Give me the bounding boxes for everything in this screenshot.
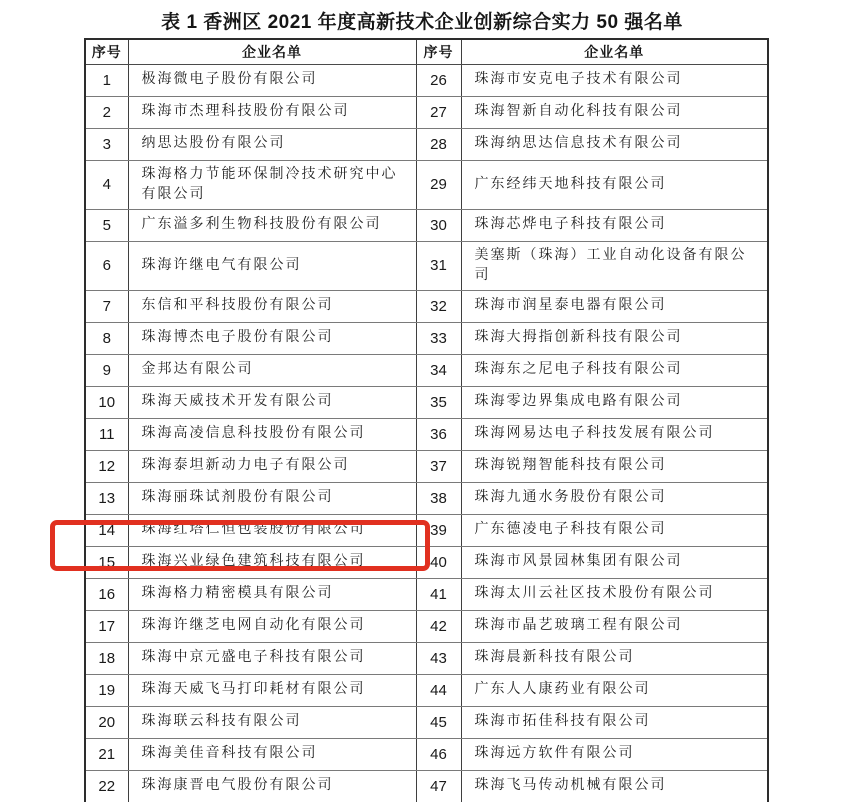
table-row [85,642,768,674]
rank-cell-right: 40 [416,546,461,578]
rank-cell-right: 27 [416,96,461,128]
table-row [85,354,768,386]
company-cell-right: 珠海零边界集成电路有限公司 [461,386,768,418]
company-cell-right: 珠海纳思达信息技术有限公司 [461,128,768,160]
company-cell-left: 珠海泰坦新动力电子有限公司 [128,450,416,482]
company-cell-right: 珠海智新自动化科技有限公司 [461,96,768,128]
table-row [85,241,768,290]
rank-cell-left: 1 [85,64,128,96]
table-row [85,674,768,706]
top50-companies-table [84,38,769,802]
rank-cell-right: 26 [416,64,461,96]
company-cell-left: 纳思达股份有限公司 [128,128,416,160]
rank-cell-left: 21 [85,738,128,770]
rank-cell-left: 14 [85,514,128,546]
company-cell-left: 珠海丽珠试剂股份有限公司 [128,482,416,514]
company-cell-left: 珠海中京元盛电子科技有限公司 [128,642,416,674]
rank-cell-left: 6 [85,241,128,290]
table-title: 表 1 香洲区 2021 年度高新技术企业创新综合实力 50 强名单 [161,12,683,33]
rank-cell-right: 39 [416,514,461,546]
rank-cell-right: 29 [416,160,461,209]
col-header-rank-right: 序号 [416,39,461,64]
company-cell-left: 珠海市杰理科技股份有限公司 [128,96,416,128]
col-header-company-right: 企业名单 [461,39,768,64]
company-cell-left: 东信和平科技股份有限公司 [128,290,416,322]
rank-cell-left: 3 [85,128,128,160]
rank-cell-left: 15 [85,546,128,578]
table-row [85,738,768,770]
rank-cell-right: 43 [416,642,461,674]
rank-cell-left: 11 [85,418,128,450]
company-cell-right: 珠海东之尼电子科技有限公司 [461,354,768,386]
col-header-company-left: 企业名单 [128,39,416,64]
company-cell-left: 广东溢多利生物科技股份有限公司 [128,209,416,241]
table-row [85,706,768,738]
rank-cell-right: 32 [416,290,461,322]
rank-cell-left: 18 [85,642,128,674]
company-cell-right: 美塞斯（珠海）工业自动化设备有限公司 [461,241,768,290]
company-cell-left: 珠海格力精密模具有限公司 [128,578,416,610]
table-row [85,96,768,128]
table-row [85,450,768,482]
company-cell-right: 珠海晨新科技有限公司 [461,642,768,674]
rank-cell-left: 16 [85,578,128,610]
company-cell-right: 珠海市晶艺玻璃工程有限公司 [461,610,768,642]
company-cell-right: 珠海太川云社区技术股份有限公司 [461,578,768,610]
rank-cell-left: 8 [85,322,128,354]
company-cell-right: 珠海九通水务股份有限公司 [461,482,768,514]
company-cell-left: 珠海兴业绿色建筑科技有限公司 [128,546,416,578]
rank-cell-right: 36 [416,418,461,450]
rank-cell-left: 9 [85,354,128,386]
rank-cell-right: 37 [416,450,461,482]
company-cell-left: 珠海天威技术开发有限公司 [128,386,416,418]
company-cell-left: 珠海美佳音科技有限公司 [128,738,416,770]
company-cell-right: 广东德凌电子科技有限公司 [461,514,768,546]
rank-cell-right: 31 [416,241,461,290]
company-cell-left: 极海微电子股份有限公司 [128,64,416,96]
table-row [85,290,768,322]
rank-cell-right: 38 [416,482,461,514]
company-cell-right: 珠海飞马传动机械有限公司 [461,770,768,802]
company-cell-left: 珠海高凌信息科技股份有限公司 [128,418,416,450]
rank-cell-left: 19 [85,674,128,706]
rank-cell-right: 33 [416,322,461,354]
company-cell-right: 珠海远方软件有限公司 [461,738,768,770]
header-row [85,39,768,64]
table-row [85,770,768,802]
table-row [85,578,768,610]
rank-cell-left: 17 [85,610,128,642]
company-cell-right: 珠海芯烨电子科技有限公司 [461,209,768,241]
table-row [85,322,768,354]
rank-cell-left: 10 [85,386,128,418]
company-cell-right: 广东经纬天地科技有限公司 [461,160,768,209]
table-row [85,610,768,642]
rank-cell-right: 30 [416,209,461,241]
table-row [85,128,768,160]
table-row [85,482,768,514]
company-cell-left: 珠海康晋电气股份有限公司 [128,770,416,802]
rank-cell-right: 47 [416,770,461,802]
col-header-rank-left: 序号 [85,39,128,64]
table-row [85,209,768,241]
table-row [85,514,768,546]
company-cell-right: 珠海大拇指创新科技有限公司 [461,322,768,354]
rank-cell-right: 41 [416,578,461,610]
table-row [85,546,768,578]
company-cell-right: 珠海市风景园林集团有限公司 [461,546,768,578]
company-cell-right: 珠海市润星泰电器有限公司 [461,290,768,322]
table-row [85,160,768,209]
company-cell-left: 珠海许继电气有限公司 [128,241,416,290]
company-cell-right: 珠海市拓佳科技有限公司 [461,706,768,738]
company-cell-left: 金邦达有限公司 [128,354,416,386]
company-cell-left: 珠海格力节能环保制冷技术研究中心有限公司 [128,160,416,209]
rank-cell-left: 22 [85,770,128,802]
company-cell-left: 珠海联云科技有限公司 [128,706,416,738]
rank-cell-right: 44 [416,674,461,706]
company-cell-right: 珠海市安克电子技术有限公司 [461,64,768,96]
company-cell-left: 珠海许继芝电网自动化有限公司 [128,610,416,642]
rank-cell-left: 5 [85,209,128,241]
rank-cell-left: 7 [85,290,128,322]
company-cell-left: 珠海博杰电子股份有限公司 [128,322,416,354]
company-cell-left: 珠海红塔仁恒包装股份有限公司 [128,514,416,546]
company-cell-right: 广东人人康药业有限公司 [461,674,768,706]
rank-cell-right: 45 [416,706,461,738]
rank-cell-right: 28 [416,128,461,160]
rank-cell-left: 12 [85,450,128,482]
rank-cell-right: 42 [416,610,461,642]
company-cell-right: 珠海网易达电子科技发展有限公司 [461,418,768,450]
rank-cell-right: 46 [416,738,461,770]
company-cell-left: 珠海天威飞马打印耗材有限公司 [128,674,416,706]
table-row [85,418,768,450]
rank-cell-left: 13 [85,482,128,514]
company-cell-right: 珠海锐翔智能科技有限公司 [461,450,768,482]
table-row [85,64,768,96]
rank-cell-right: 35 [416,386,461,418]
rank-cell-left: 2 [85,96,128,128]
rank-cell-left: 20 [85,706,128,738]
table-row [85,386,768,418]
rank-cell-left: 4 [85,160,128,209]
rank-cell-right: 34 [416,354,461,386]
